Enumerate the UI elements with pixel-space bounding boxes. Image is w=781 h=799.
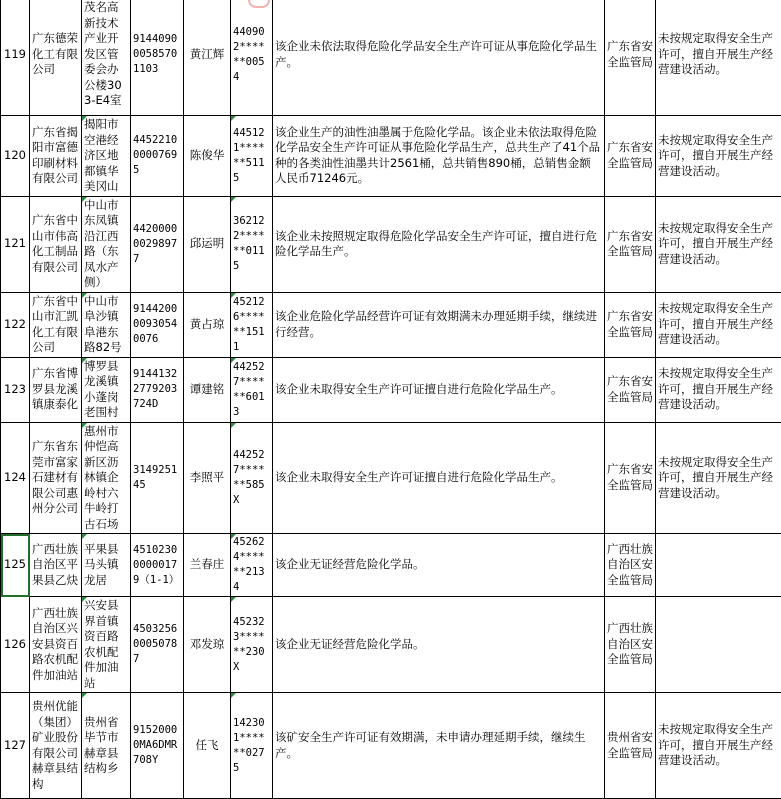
authority-cell[interactable]: 广东省安全监管局 (605, 116, 656, 197)
row-number: 124 (1, 422, 30, 534)
table-row[interactable] (1, 534, 781, 597)
person-cell[interactable]: 谭建铭 (184, 357, 231, 422)
penalty-cell[interactable]: 未按规定取得安全生产许可，擅自开展生产经营建设活动。 (656, 116, 781, 197)
address-cell[interactable]: 贵州省毕节市赫章县结构乡 (82, 693, 131, 799)
table-row[interactable] (1, 422, 781, 534)
authority-cell[interactable]: 广西壮族自治区安全监管局 (605, 534, 656, 597)
person-cell[interactable]: 陈俊华 (184, 116, 231, 197)
credit-code-cell[interactable]: 91520000MA6DMR708Y (131, 693, 184, 799)
table-row[interactable] (1, 357, 781, 422)
id-cell[interactable]: 142301******0275 (231, 693, 273, 799)
id-cell[interactable]: 362122******0115 (231, 196, 273, 292)
credit-code-cell[interactable]: 450325600050787 (131, 597, 184, 693)
id-cell[interactable]: 442527******585X (231, 422, 273, 534)
id-cell[interactable]: 452624******2134 (231, 534, 273, 597)
table-row[interactable] (1, 196, 781, 292)
address-cell[interactable]: 博罗县龙溪镇小蓬岗老围村 (82, 357, 131, 422)
table-row[interactable] (1, 597, 781, 693)
violation-cell[interactable]: 该矿安全生产许可证有效期满，未申请办理延期手续，继续生产。 (273, 693, 605, 799)
row-number: 121 (1, 196, 30, 292)
company-cell[interactable]: 广东省中山市汇凯化工有限公司 (30, 292, 82, 357)
violation-cell[interactable]: 该企业生产的油性油墨属于危险化学品。该企业未依法取得危险化学品安全生产许可证从事危险化学品生产，总共生产了41个品种的各类油性油墨共计2561桶，总共销售890桶，总销售金额人民币71246元。 (273, 116, 605, 197)
address-cell[interactable]: 茂名高新技术产业开发区管委会办公楼303-E4室 (82, 0, 131, 116)
table-row[interactable] (1, 693, 781, 799)
table-row[interactable] (1, 292, 781, 357)
row-number: 126 (1, 597, 30, 693)
penalty-cell[interactable] (656, 534, 781, 597)
credit-code-cell[interactable]: 314925145 (131, 422, 184, 534)
address-cell[interactable]: 中山市阜沙镇阜港东路82号 (82, 292, 131, 357)
penalty-cell[interactable]: 未按规定取得安全生产许可，擅自开展生产经营建设活动。 (656, 292, 781, 357)
company-cell[interactable]: 广东省博罗县龙溪镇康泰化 (30, 357, 82, 422)
credit-code-cell[interactable]: 914420000930540076 (131, 292, 184, 357)
address-cell[interactable]: 平果县马头镇龙居 (82, 534, 131, 597)
person-cell[interactable]: 李照平 (184, 422, 231, 534)
penalty-cell[interactable]: 未按规定取得安全生产许可，擅自开展生产经营建设活动。 (656, 196, 781, 292)
person-cell[interactable]: 邓发琼 (184, 597, 231, 693)
credit-code-cell[interactable]: 451023000000179（1-1） (131, 534, 184, 597)
penalty-cell[interactable]: 未按规定取得安全生产许可，擅自开展生产经营建设活动。 (656, 357, 781, 422)
penalty-cell[interactable]: 未按规定取得安全生产许可，擅自开展生产经营建设活动。 (656, 0, 781, 116)
authority-cell[interactable]: 广东省安全监管局 (605, 422, 656, 534)
violation-cell[interactable]: 该企业未按照规定取得危险化学品安全生产许可证，擅自进行危险化学品生产。 (273, 196, 605, 292)
address-cell[interactable]: 揭阳市空港经济区地都镇华美冈山 (82, 116, 131, 197)
address-cell[interactable]: 兴安县界首镇资百路农机配件加油站 (82, 597, 131, 693)
authority-cell[interactable]: 广东省安全监管局 (605, 196, 656, 292)
company-cell[interactable]: 广西壮族自治区兴安县资百路农机配件加油站 (30, 597, 82, 693)
row-number: 119 (1, 0, 30, 116)
company-cell[interactable]: 广东省中山市伟高化工制品有限公司 (30, 196, 82, 292)
table-row[interactable] (1, 116, 781, 197)
violation-cell[interactable]: 该企业无证经营危险化学品。 (273, 534, 605, 597)
penalty-cell[interactable]: 未按规定取得安全生产许可，擅自开展生产经营建设活动。 (656, 422, 781, 534)
credit-code-cell[interactable]: 445221000007695 (131, 116, 184, 197)
violation-cell[interactable]: 该企业未依法取得危险化学品安全生产许可证从事危险化学品生产。 (273, 0, 605, 116)
penalty-cell[interactable]: 未按规定取得安全生产许可，擅自开展生产经营建设活动。 (656, 693, 781, 799)
person-cell[interactable]: 兰春庄 (184, 534, 231, 597)
penalty-cell[interactable] (656, 597, 781, 693)
authority-cell[interactable]: 广东省安全监管局 (605, 357, 656, 422)
credit-code-cell[interactable]: 442000000298977 (131, 196, 184, 292)
person-cell[interactable]: 黄占琼 (184, 292, 231, 357)
violation-cell[interactable]: 该企业未取得安全生产许可证擅自进行危险化学品生产。 (273, 422, 605, 534)
row-number: 122 (1, 292, 30, 357)
company-cell[interactable]: 广东省揭阳市富德印刷材料有限公司 (30, 116, 82, 197)
address-cell[interactable]: 惠州市仲恺高新区沥林镇企岭村六牛岭打古石场 (82, 422, 131, 534)
id-cell[interactable]: 452323******230X (231, 597, 273, 693)
credit-code-cell[interactable]: 914409000585701103 (131, 0, 184, 116)
authority-cell[interactable]: 贵州省安全监管局 (605, 693, 656, 799)
id-cell[interactable]: 442527******6013 (231, 357, 273, 422)
company-cell[interactable]: 贵州优能（集团）矿业股份有限公司赫章县结构 (30, 693, 82, 799)
row-number: 127 (1, 693, 30, 799)
person-cell[interactable]: 黄江辉 (184, 0, 231, 116)
authority-cell[interactable]: 广东省安全监管局 (605, 292, 656, 357)
row-number: 125 (1, 534, 30, 597)
company-cell[interactable]: 广东德荣化工有限公司 (30, 0, 82, 116)
authority-cell[interactable]: 广西壮族自治区安全监管局 (605, 597, 656, 693)
row-number: 123 (1, 357, 30, 422)
violation-cell[interactable]: 该企业危险化学品经营许可证有效期满未办理延期手续，继续进行经营。 (273, 292, 605, 357)
company-cell[interactable]: 广东省东莞市富家石建材有限公司惠州分公司 (30, 422, 82, 534)
authority-cell[interactable]: 广东省安全监管局 (605, 0, 656, 116)
person-cell[interactable]: 任飞 (184, 693, 231, 799)
violation-cell[interactable]: 该企业无证经营危险化学品。 (273, 597, 605, 693)
id-cell[interactable]: 452126******1511 (231, 292, 273, 357)
violation-cell[interactable]: 该企业未取得安全生产许可证擅自进行危险化学品生产。 (273, 357, 605, 422)
id-cell[interactable]: 440902******0054 (231, 0, 273, 116)
table-row[interactable] (1, 0, 781, 116)
company-cell[interactable]: 广西壮族自治区平果县乙炔 (30, 534, 82, 597)
credit-code-cell[interactable]: 91441322779203724D (131, 357, 184, 422)
address-cell[interactable]: 中山市东凤镇沿江西路（东凤水产侧） (82, 196, 131, 292)
person-cell[interactable]: 邱运明 (184, 196, 231, 292)
id-cell[interactable]: 445121******5115 (231, 116, 273, 197)
row-number: 120 (1, 116, 30, 197)
